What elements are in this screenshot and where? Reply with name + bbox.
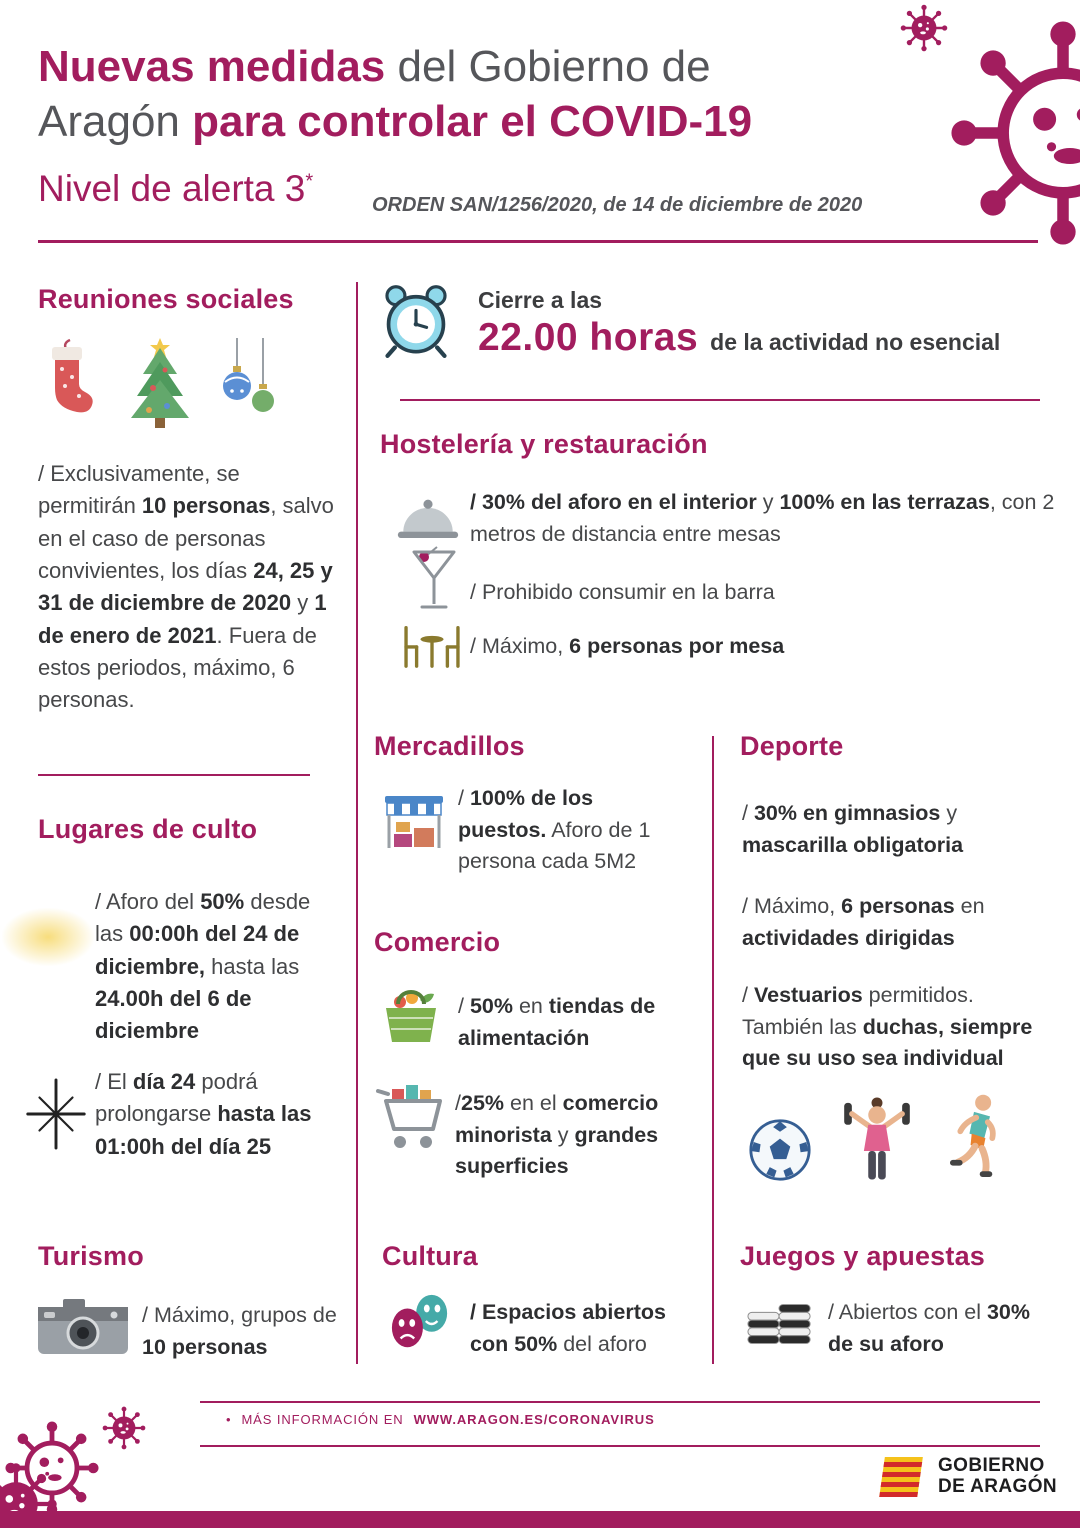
- deporte-item-2: / Máximo, 6 personas en actividades dirigidas: [742, 894, 985, 950]
- culto-item-1: / Aforo del 50% desde las 00:00h del 24 de diciembre, hasta las 24.00h del 6 de diciembre: [95, 889, 311, 1044]
- football-icon: [748, 1118, 812, 1182]
- christmas-tree-icon: [122, 336, 198, 430]
- poker-chips-icon: [746, 1294, 814, 1354]
- alert-level: Nivel de alerta 3*: [38, 168, 314, 209]
- curfew-time: 22.00 horas: [478, 316, 699, 359]
- section-title-cultura: Cultura: [382, 1241, 478, 1271]
- section-title-turismo: Turismo: [38, 1241, 144, 1271]
- turismo-text: / Máximo, grupos de 10 personas: [142, 1303, 337, 1359]
- logo-line-2: DE ARAGÓN: [938, 1476, 1058, 1497]
- section-title-comercio: Comercio: [374, 927, 501, 957]
- divider: [200, 1401, 1040, 1403]
- culto-item-2: / El día 24 podrá prolongarse hasta las 01:00h del día 25: [95, 1069, 312, 1159]
- section-title-juegos: Juegos y apuestas: [740, 1241, 986, 1271]
- curfew-block: [478, 287, 1000, 360]
- theater-masks-icon: [384, 1292, 456, 1354]
- christmas-icons: [40, 336, 280, 430]
- logo-line-1: GOBIERNO: [938, 1455, 1045, 1477]
- hosteleria-item-2: / Prohibido consumir en la barra: [470, 580, 775, 604]
- alert-note-mark: *: [305, 170, 314, 193]
- mercadillos-text: / 100% de los puestos. Aforo de 1 persona cada 5M2: [458, 786, 651, 874]
- more-info-label: MÁS INFORMACIÓN EN: [241, 1412, 404, 1427]
- divider: [200, 1445, 1040, 1447]
- cultura-text: / Espacios abiertos con 50% del aforo: [470, 1300, 666, 1356]
- divider: [356, 282, 358, 1364]
- christmas-baubles-icon: [220, 338, 280, 430]
- cocktail-icon: [410, 546, 458, 614]
- comercio-item-1: / 50% en tiendas de alimentación: [458, 994, 656, 1050]
- running-icon: [942, 1092, 1006, 1182]
- gobierno-aragon-logo: [878, 1456, 1057, 1498]
- deporte-item-1: / 30% en gimnasios y mascarilla obligatoria: [742, 801, 964, 857]
- hosteleria-item-1: / 30% del aforo en el interior y 100% en las terrazas, con 2 metros de distancia entre mesas: [470, 490, 1055, 546]
- bullet: •: [226, 1412, 232, 1427]
- cloche-icon: [396, 493, 460, 541]
- hosteleria-item-3: / Máximo, 6 personas por mesa: [470, 634, 785, 658]
- market-stall-icon: [382, 792, 446, 852]
- divider: [38, 774, 310, 776]
- weightlifting-icon: [842, 1096, 912, 1182]
- section-title-mercadillos: Mercadillos: [374, 731, 525, 761]
- aragon-flag-icon: [878, 1456, 928, 1498]
- section-title-reuniones: Reuniones sociales: [38, 284, 294, 314]
- curfew-suffix: de la actividad no esencial: [710, 329, 1001, 355]
- camera-icon: [36, 1294, 130, 1360]
- order-reference: ORDEN SAN/1256/2020, de 14 de diciembre de 2020: [372, 194, 863, 216]
- page-title: Nuevas medidas del Gobierno de Aragón para controlar el COVID-19: [38, 42, 753, 146]
- divider: [712, 736, 714, 1364]
- comercio-item-2: /25% en el comercio minorista y grandes superficies: [455, 1091, 659, 1179]
- shopping-cart-icon: [374, 1080, 446, 1156]
- section-title-hosteleria: Hostelería y restauración: [380, 429, 708, 459]
- table-and-chairs-icon: [400, 620, 464, 670]
- sport-icons: [748, 1092, 1006, 1182]
- christmas-stocking-icon: [40, 338, 100, 430]
- virus-icon: [948, 18, 1080, 248]
- section-title-deporte: Deporte: [740, 731, 844, 761]
- section-title-culto: Lugares de culto: [38, 814, 258, 844]
- alarm-clock-icon: [378, 282, 454, 358]
- coronavirus-url-link[interactable]: WWW.ARAGON.ES/CORONAVIRUS: [413, 1412, 655, 1427]
- grocery-basket-icon: [378, 986, 444, 1048]
- deporte-item-3: / Vestuarios permitidos. También las duchas, siempre que su uso sea individual: [742, 983, 1033, 1071]
- bottom-bar: [0, 1511, 1080, 1528]
- juegos-text: / Abiertos con el 30% de su aforo: [828, 1300, 1030, 1356]
- curfew-prefix: Cierre a las: [478, 287, 603, 313]
- star-icon: [20, 1078, 92, 1150]
- divider: [400, 399, 1040, 401]
- virus-icon: [102, 1406, 146, 1450]
- candle-glow-icon: [2, 908, 94, 966]
- more-info: [226, 1412, 655, 1427]
- reuniones-text: / Exclusivamente, se permitirán 10 personas, salvo en el caso de personas convivientes, los días 24, 25 y 31 de diciembre de 2020 y 1 de enero de 2021. Fuera de estos periodos, máximo, 6 personas.: [38, 461, 334, 713]
- divider: [38, 240, 1038, 243]
